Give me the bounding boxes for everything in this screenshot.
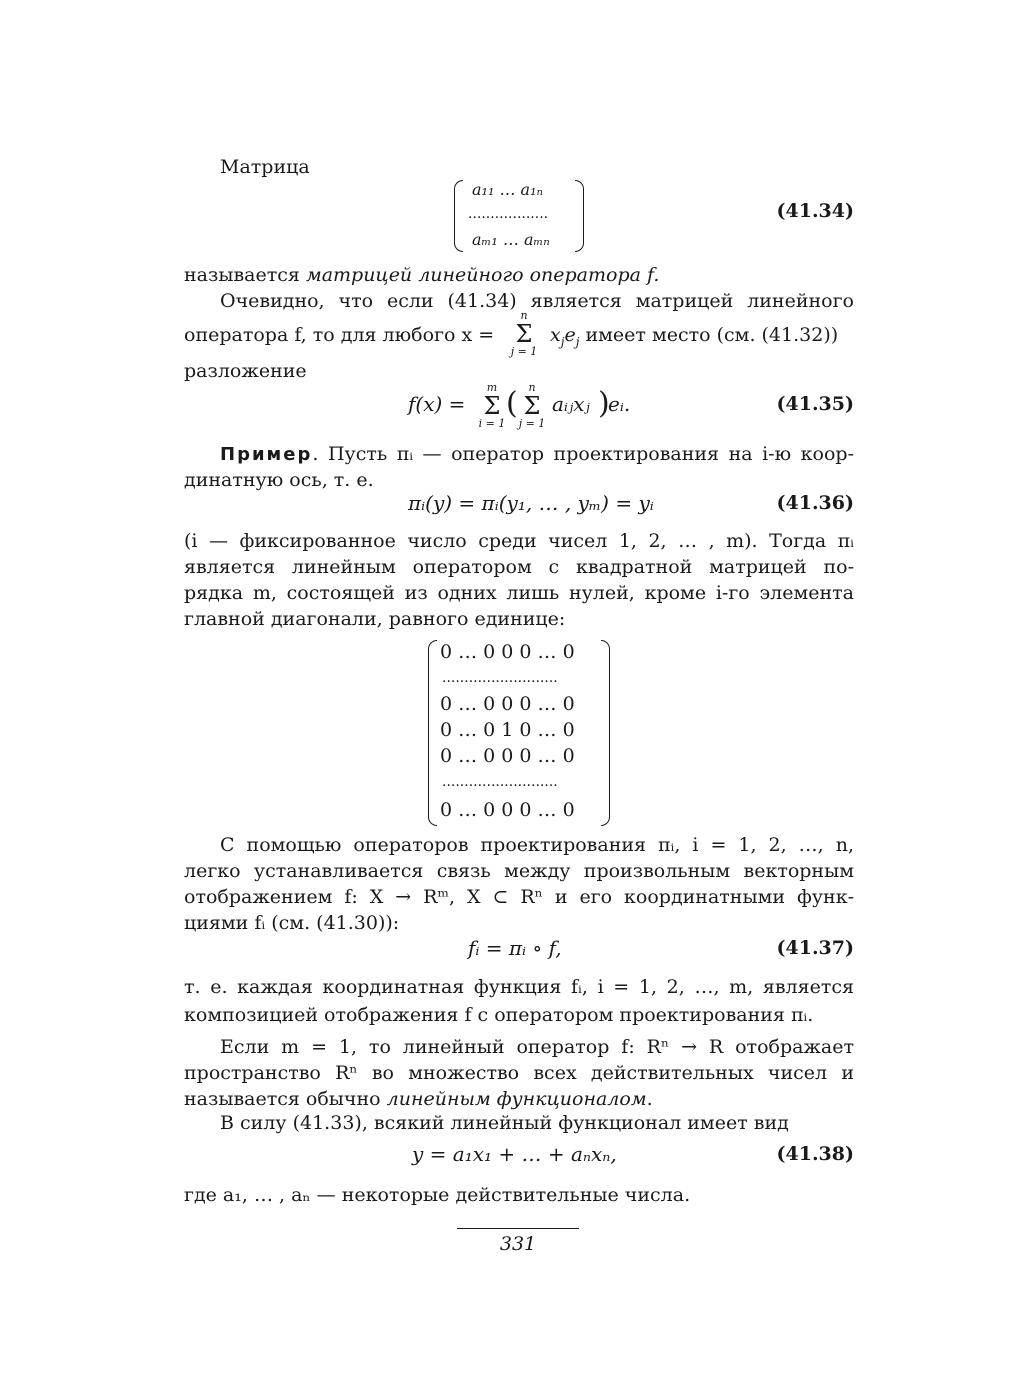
matrix-dots: .......................... bbox=[442, 670, 558, 686]
eq-number-41-34: (41.34) bbox=[776, 200, 854, 222]
text-line: рядка m, состоящей из одних лишь нулей, кроме i-го элемента bbox=[184, 582, 854, 604]
text-line: Очевидно, что если (41.34) является матрицей линейного bbox=[220, 290, 854, 312]
sigma: Σ bbox=[515, 320, 533, 348]
matrix-row: 0 … 0 0 0 … 0 bbox=[440, 641, 575, 663]
sum-lower: j = 1 bbox=[518, 417, 546, 430]
text-line bbox=[184, 1086, 854, 1112]
close-paren: ) bbox=[598, 386, 610, 421]
term-linear-functional: линейным функционалом bbox=[386, 1088, 647, 1110]
projection-matrix bbox=[428, 640, 610, 826]
equation-41-37: fᵢ = πᵢ ∘ f, bbox=[468, 936, 562, 960]
example-heading: Пример bbox=[220, 444, 313, 465]
text-line: т. е. каждая координатная функция fᵢ, i = 1, 2, …, m, является bbox=[184, 976, 854, 998]
matrix-dots: .......................... bbox=[442, 774, 558, 790]
equation-41-38: y = a₁x₁ + … + aₙxₙ, bbox=[412, 1142, 617, 1166]
matrix-intro: Матрица bbox=[220, 156, 310, 178]
matrix-row: 0 … 0 0 0 … 0 bbox=[440, 799, 575, 821]
right-paren bbox=[601, 640, 610, 826]
text-line: отображением f: X → Rᵐ, X ⊂ Rⁿ и его координатными функ- bbox=[184, 886, 854, 908]
sum-lower: i = 1 bbox=[478, 417, 506, 430]
text-line: где a₁, … , aₙ — некоторые действительные числа. bbox=[184, 1184, 691, 1206]
text-line bbox=[184, 262, 854, 288]
text-span: . bbox=[646, 1088, 653, 1110]
matrix-row: 0 … 0 0 0 … 0 bbox=[440, 745, 575, 767]
sum-upper: n bbox=[528, 381, 536, 394]
eq-number-41-36: (41.36) bbox=[776, 492, 854, 514]
sum-symbol bbox=[510, 310, 538, 358]
text-span: имеет место (см. (41.32)) bbox=[579, 324, 839, 346]
var-x: x bbox=[550, 324, 561, 346]
text-line bbox=[220, 441, 854, 468]
text-line: композицией отображения f с оператором проектирования πᵢ. bbox=[184, 1004, 814, 1026]
text-line: В силу (41.33), всякий линейный функционал имеет вид bbox=[220, 1112, 789, 1134]
eq-number-41-38: (41.38) bbox=[776, 1143, 854, 1165]
left-paren bbox=[428, 640, 437, 826]
page-number: 331 bbox=[499, 1233, 537, 1255]
text-line: циями fᵢ (см. (41.30)): bbox=[184, 912, 400, 934]
sigma: Σ bbox=[523, 392, 541, 420]
matrix-row: 0 … 0 0 0 … 0 bbox=[440, 693, 575, 715]
matrix-row-m: aₘ₁ … aₘₙ bbox=[472, 230, 550, 249]
left-paren bbox=[454, 180, 463, 252]
sum-lower: j = 1 bbox=[510, 345, 538, 358]
sum-symbol bbox=[518, 382, 546, 430]
matrix-row-1: a₁₁ … a₁ₙ bbox=[472, 180, 543, 199]
text-span: оператора f, то для любого x = bbox=[184, 324, 495, 346]
text-line: главной диагонали, равного единице: bbox=[184, 608, 566, 630]
sum-symbol bbox=[478, 382, 506, 430]
text-line: динатную ось, т. е. bbox=[184, 469, 374, 491]
sum-upper: m bbox=[486, 381, 498, 394]
text-line: Если m = 1, то линейный оператор f: Rⁿ → R отображает bbox=[220, 1036, 854, 1058]
open-paren: ( bbox=[506, 386, 518, 421]
footer-rule bbox=[457, 1228, 579, 1229]
matrix-dots: .................. bbox=[468, 206, 549, 222]
eq-number-41-37: (41.37) bbox=[776, 937, 854, 959]
text-line: является линейным оператором с квадратной матрицей по- bbox=[184, 556, 854, 578]
text-line: С помощью операторов проектирования πᵢ, i = 1, 2, …, n, bbox=[220, 834, 854, 856]
text-line: легко устанавливается связь между произвольным векторным bbox=[184, 860, 854, 882]
text-line: (i — фиксированное число среди чисел 1, 2, … , m). Тогда πᵢ bbox=[184, 530, 854, 552]
term-linear-operator-matrix: матрицей линейного оператора f. bbox=[305, 264, 660, 286]
text-line: пространство Rⁿ во множество всех действительных чисел и bbox=[184, 1062, 854, 1084]
right-paren bbox=[575, 180, 584, 252]
equation-41-36: πᵢ(y) = πᵢ(y₁, … , yₘ) = yᵢ bbox=[408, 491, 654, 515]
matrix-row: 0 … 0 1 0 … 0 bbox=[440, 719, 575, 741]
sum-upper: n bbox=[520, 309, 528, 322]
var-e: e bbox=[564, 324, 576, 346]
text-span: . Пусть πᵢ — оператор проектирования на i-ю коор- bbox=[312, 443, 854, 465]
operator-matrix bbox=[454, 180, 584, 252]
text-line: $x_je_j$ имеет место (см. (41.32)) bbox=[550, 324, 839, 349]
text-line: разложение bbox=[184, 360, 307, 382]
text-span: называется обычно bbox=[184, 1088, 387, 1110]
equation-41-35-lhs: f(x) = bbox=[408, 392, 466, 416]
equation-41-35-body: aᵢⱼxⱼ bbox=[552, 392, 590, 416]
text-span: называется bbox=[184, 264, 306, 286]
equation-41-35-tail: eᵢ. bbox=[608, 392, 631, 416]
sigma: Σ bbox=[483, 392, 501, 420]
eq-number-41-35: (41.35) bbox=[776, 393, 854, 415]
